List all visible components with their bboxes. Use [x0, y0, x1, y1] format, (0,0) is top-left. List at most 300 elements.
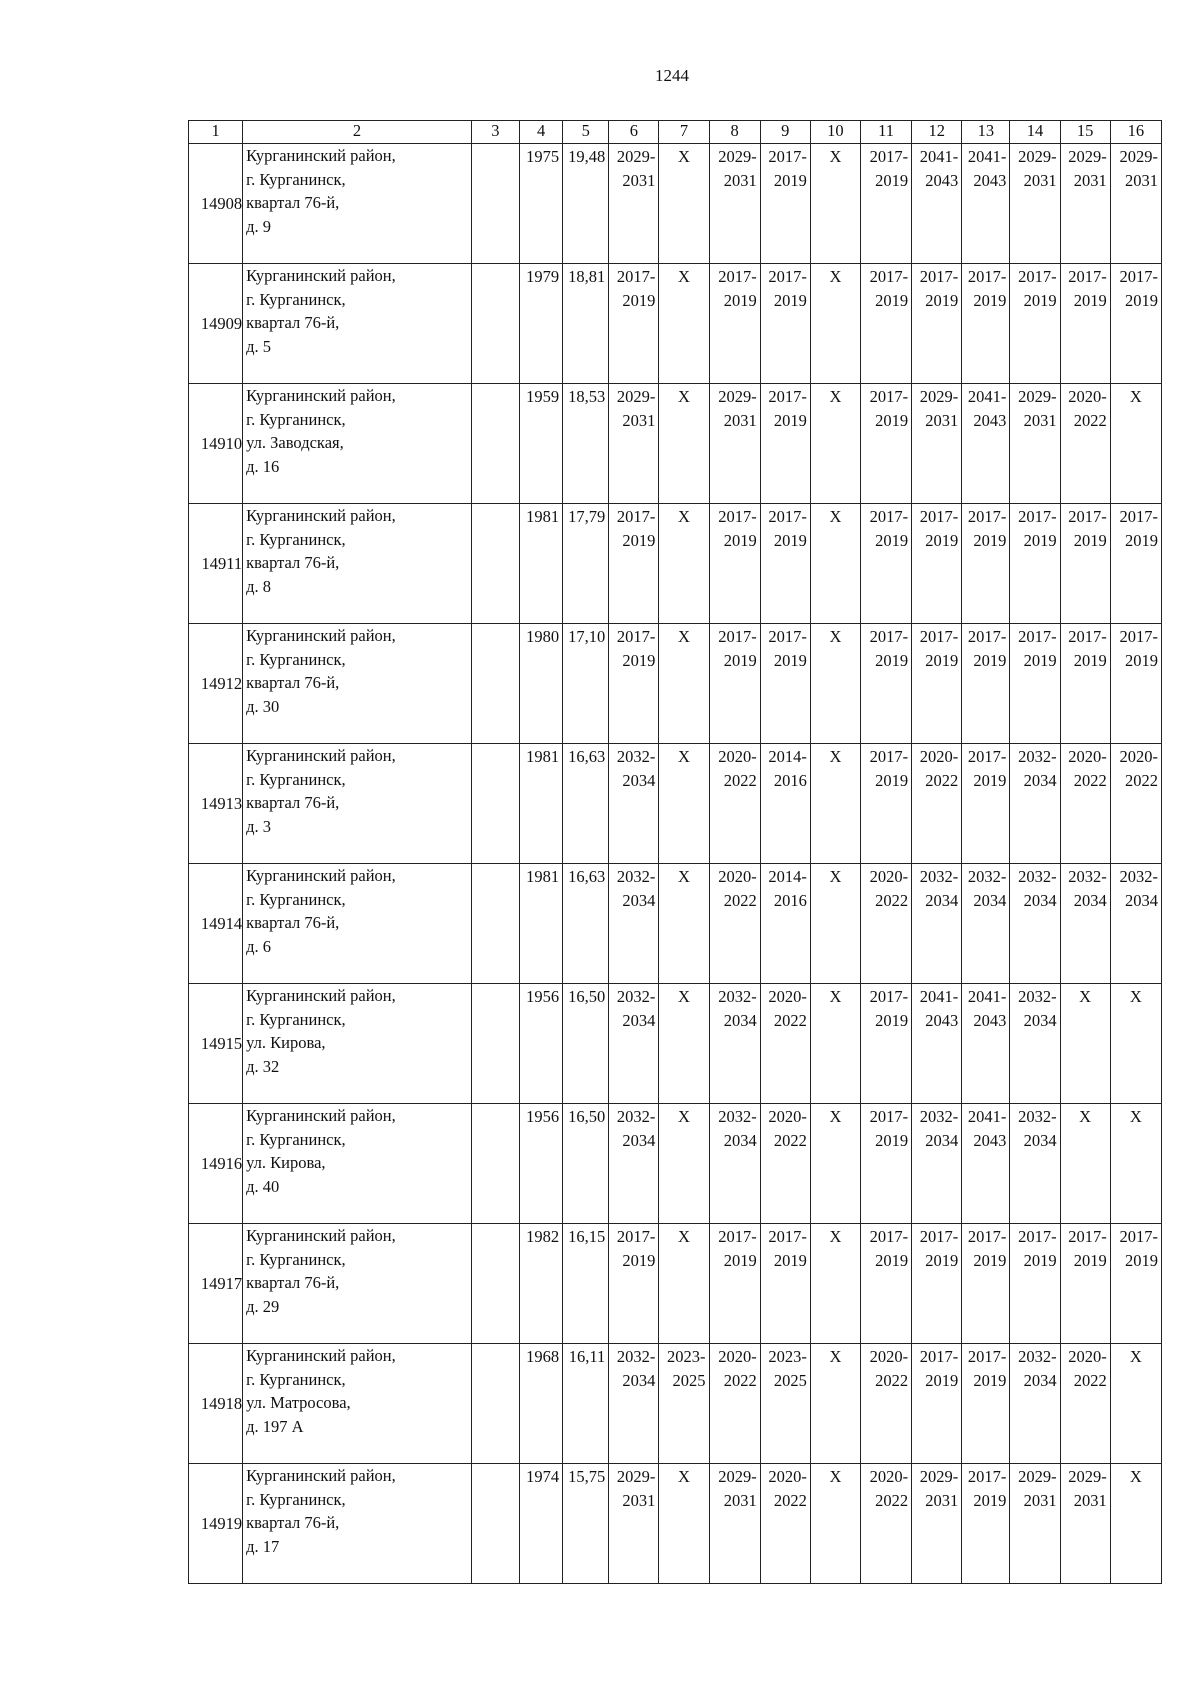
period-line: 2014-	[768, 747, 807, 766]
period-line: 2029-	[616, 387, 656, 406]
address-line: ул. Кирова,	[246, 1033, 326, 1052]
period-cell	[1060, 624, 1110, 744]
column-header: 12	[912, 121, 962, 144]
period-line: 2022	[723, 1370, 757, 1390]
column-header: 3	[471, 121, 519, 144]
address-cell	[243, 624, 472, 744]
period-cell	[1010, 1344, 1060, 1464]
period-line: 2017-	[919, 627, 959, 646]
period-cell	[760, 1464, 810, 1584]
address-cell	[243, 504, 472, 624]
period-cell	[609, 504, 659, 624]
period-cell	[912, 1224, 962, 1344]
period-cell	[1110, 624, 1161, 744]
table-row	[189, 1464, 1162, 1584]
period-line: 2017-	[1068, 507, 1107, 526]
not-applicable-cell: X	[810, 1224, 860, 1344]
address-line: Курганинский район,	[246, 626, 396, 645]
row-number: 14918	[189, 1344, 243, 1464]
period-line: 2029-	[1068, 147, 1107, 166]
period-line: 2031	[723, 410, 757, 430]
address-cell	[243, 144, 472, 264]
row-number: 14910	[189, 384, 243, 504]
period-line: 2020-	[1119, 747, 1158, 766]
period-line: 2017-	[768, 387, 807, 406]
period-cell	[962, 504, 1010, 624]
period-cell	[912, 864, 962, 984]
address-line: Курганинский район,	[246, 1106, 396, 1125]
address-line: квартал 76-й,	[246, 1273, 340, 1292]
period-cell	[962, 1104, 1010, 1224]
period-cell	[912, 1104, 962, 1224]
year-cell: 1975	[520, 144, 563, 264]
period-cell	[860, 1464, 911, 1584]
period-cell	[1110, 864, 1161, 984]
address-line: квартал 76-й,	[246, 193, 340, 212]
address-line: Курганинский район,	[246, 986, 396, 1005]
address-line: г. Курганинск,	[246, 1129, 346, 1149]
col3-cell	[471, 264, 519, 384]
address-line: д. 9	[246, 216, 272, 236]
address-line: д. 3	[246, 816, 272, 836]
period-line: 2019	[973, 1250, 1007, 1270]
period-line: 2019	[875, 1130, 909, 1150]
table-row	[189, 144, 1162, 264]
period-line: 2020-	[919, 747, 959, 766]
period-line: 2019	[622, 650, 656, 670]
period-cell	[659, 1344, 709, 1464]
not-applicable-cell: X	[1110, 984, 1161, 1104]
period-line: 2019	[723, 650, 757, 670]
period-cell	[860, 264, 911, 384]
period-line: 2043	[973, 1130, 1007, 1150]
period-line: 2022	[773, 1490, 807, 1510]
period-line: 2022	[773, 1130, 807, 1150]
period-cell	[860, 1344, 911, 1464]
address-line: д. 5	[246, 336, 272, 356]
period-line: 2017-	[869, 267, 909, 286]
not-applicable-cell: X	[659, 384, 709, 504]
column-header: 5	[563, 121, 609, 144]
period-line: 2017-	[1068, 1227, 1107, 1246]
period-line: 2032-	[1068, 867, 1107, 886]
period-cell	[1110, 744, 1161, 864]
period-cell	[1060, 384, 1110, 504]
year-cell: 1981	[520, 504, 563, 624]
table-row	[189, 864, 1162, 984]
period-line: 2019	[925, 650, 959, 670]
period-line: 2032-	[616, 1107, 656, 1126]
period-line: 2031	[723, 170, 757, 190]
area-cell: 17,79	[563, 504, 609, 624]
address-cell	[243, 984, 472, 1104]
period-line: 2019	[1023, 650, 1057, 670]
period-line: 2034	[1023, 1010, 1057, 1030]
period-line: 2034	[1023, 890, 1057, 910]
period-line: 2020-	[718, 867, 757, 886]
period-line: 2025	[672, 1370, 706, 1390]
not-applicable-cell: X	[659, 624, 709, 744]
period-line: 2017-	[1068, 267, 1107, 286]
period-cell	[860, 1224, 911, 1344]
not-applicable-cell: X	[1110, 1464, 1161, 1584]
col3-cell	[471, 384, 519, 504]
column-header: 1	[189, 121, 243, 144]
period-cell	[709, 1224, 760, 1344]
period-cell	[609, 864, 659, 984]
col3-cell	[471, 1464, 519, 1584]
period-cell	[912, 744, 962, 864]
not-applicable-cell: X	[1110, 1344, 1161, 1464]
period-line: 2034	[622, 1130, 656, 1150]
period-cell	[709, 864, 760, 984]
column-header: 7	[659, 121, 709, 144]
period-line: 2017-	[1068, 627, 1107, 646]
area-cell: 18,81	[563, 264, 609, 384]
period-cell	[962, 984, 1010, 1104]
period-cell	[860, 1104, 911, 1224]
area-cell: 16,50	[563, 1104, 609, 1224]
period-line: 2022	[1073, 410, 1107, 430]
address-line: ул. Матросова,	[246, 1393, 351, 1412]
period-cell	[609, 384, 659, 504]
period-line: 2025	[773, 1370, 807, 1390]
period-cell	[1010, 984, 1060, 1104]
area-cell: 16,15	[563, 1224, 609, 1344]
address-line: д. 40	[246, 1176, 280, 1196]
address-line: г. Курганинск,	[246, 1249, 346, 1269]
row-number: 14914	[189, 864, 243, 984]
period-line: 2020-	[1068, 387, 1107, 406]
period-line: 2016	[773, 890, 807, 910]
period-line: 2022	[723, 890, 757, 910]
period-line: 2017-	[869, 987, 909, 1006]
period-cell	[912, 984, 962, 1104]
row-number: 14915	[189, 984, 243, 1104]
period-line: 2032-	[616, 867, 656, 886]
period-cell	[709, 1344, 760, 1464]
col3-cell	[471, 1104, 519, 1224]
period-cell	[1010, 624, 1060, 744]
col3-cell	[471, 504, 519, 624]
period-line: 2029-	[718, 1467, 757, 1486]
period-line: 2017-	[919, 507, 959, 526]
period-line: 2034	[622, 1370, 656, 1390]
period-line: 2017-	[967, 267, 1007, 286]
period-line: 2020-	[869, 1467, 909, 1486]
period-line: 2017-	[718, 507, 757, 526]
column-header: 13	[962, 121, 1010, 144]
period-line: 2029-	[718, 147, 757, 166]
period-line: 2017-	[768, 1227, 807, 1246]
period-line: 2017-	[1119, 1227, 1158, 1246]
period-cell	[860, 384, 911, 504]
period-cell	[760, 624, 810, 744]
address-line: Курганинский район,	[246, 1226, 396, 1245]
period-line: 2022	[875, 1370, 909, 1390]
period-line: 2032-	[919, 1107, 959, 1126]
year-cell: 1968	[520, 1344, 563, 1464]
address-line: г. Курганинск,	[246, 1489, 346, 1509]
period-line: 2017-	[718, 267, 757, 286]
year-cell: 1956	[520, 984, 563, 1104]
not-applicable-cell: X	[659, 744, 709, 864]
period-cell	[962, 1464, 1010, 1584]
period-cell	[1010, 144, 1060, 264]
period-line: 2022	[1073, 1370, 1107, 1390]
not-applicable-cell: X	[810, 144, 860, 264]
period-cell	[860, 744, 911, 864]
not-applicable-cell: X	[1060, 1104, 1110, 1224]
period-line: 2019	[925, 290, 959, 310]
year-cell: 1981	[520, 864, 563, 984]
row-number: 14909	[189, 264, 243, 384]
period-cell	[709, 504, 760, 624]
period-line: 2034	[622, 770, 656, 790]
period-line: 2019	[973, 1370, 1007, 1390]
period-cell	[609, 264, 659, 384]
period-line: 2034	[723, 1130, 757, 1150]
period-line: 2029-	[919, 387, 959, 406]
period-line: 2017-	[919, 267, 959, 286]
period-cell	[860, 504, 911, 624]
period-cell	[962, 744, 1010, 864]
period-cell	[1060, 864, 1110, 984]
period-line: 2019	[1125, 530, 1158, 550]
period-cell	[1010, 1104, 1060, 1224]
row-number: 14919	[189, 1464, 243, 1584]
period-line: 2019	[1023, 290, 1057, 310]
column-header: 15	[1060, 121, 1110, 144]
period-cell	[962, 864, 1010, 984]
address-line: г. Курганинск,	[246, 649, 346, 669]
period-line: 2022	[1125, 770, 1158, 790]
address-line: квартал 76-й,	[246, 313, 340, 332]
address-line: д. 29	[246, 1296, 280, 1316]
area-cell: 17,10	[563, 624, 609, 744]
period-line: 2019	[723, 1250, 757, 1270]
period-cell	[1010, 864, 1060, 984]
period-cell	[1010, 384, 1060, 504]
address-line: квартал 76-й,	[246, 673, 340, 692]
area-cell: 19,48	[563, 144, 609, 264]
period-line: 2017-	[967, 507, 1007, 526]
period-line: 2034	[622, 890, 656, 910]
period-line: 2034	[1073, 890, 1107, 910]
period-line: 2023-	[667, 1347, 706, 1366]
not-applicable-cell: X	[659, 864, 709, 984]
period-cell	[709, 1464, 760, 1584]
period-cell	[962, 1224, 1010, 1344]
period-cell	[709, 144, 760, 264]
table-row	[189, 624, 1162, 744]
period-line: 2034	[1023, 770, 1057, 790]
period-line: 2019	[622, 530, 656, 550]
period-cell	[760, 264, 810, 384]
column-header: 16	[1110, 121, 1161, 144]
period-cell	[912, 264, 962, 384]
not-applicable-cell: X	[810, 864, 860, 984]
period-line: 2020-	[768, 1107, 807, 1126]
period-line: 2031	[1023, 410, 1057, 430]
period-cell	[860, 144, 911, 264]
period-line: 2019	[1073, 650, 1107, 670]
period-line: 2041-	[919, 987, 959, 1006]
period-line: 2020-	[869, 1347, 909, 1366]
housing-register-table	[188, 120, 1162, 1584]
period-cell	[609, 984, 659, 1104]
address-line: Курганинский район,	[246, 866, 396, 885]
period-line: 2019	[773, 530, 807, 550]
period-line: 2019	[1023, 1250, 1057, 1270]
period-line: 2032-	[1018, 1347, 1057, 1366]
address-line: Курганинский район,	[246, 386, 396, 405]
period-cell	[860, 864, 911, 984]
period-line: 2017-	[869, 1107, 909, 1126]
period-line: 2020-	[718, 747, 757, 766]
address-line: д. 16	[246, 456, 280, 476]
period-line: 2017-	[967, 1467, 1007, 1486]
period-cell	[709, 264, 760, 384]
table-row	[189, 1104, 1162, 1224]
not-applicable-cell: X	[659, 1224, 709, 1344]
period-line: 2017-	[967, 627, 1007, 646]
column-header: 8	[709, 121, 760, 144]
table-row	[189, 984, 1162, 1104]
period-line: 2031	[1023, 170, 1057, 190]
row-number: 14911	[189, 504, 243, 624]
period-line: 2017-	[1018, 1227, 1057, 1246]
not-applicable-cell: X	[659, 144, 709, 264]
period-line: 2022	[773, 1010, 807, 1030]
row-number: 14913	[189, 744, 243, 864]
address-line: квартал 76-й,	[246, 793, 340, 812]
period-line: 2043	[925, 1010, 959, 1030]
period-cell	[760, 1104, 810, 1224]
period-line: 2022	[1073, 770, 1107, 790]
period-line: 2029-	[1018, 1467, 1057, 1486]
period-line: 2019	[773, 1250, 807, 1270]
period-cell	[962, 264, 1010, 384]
period-cell	[760, 864, 810, 984]
period-line: 2017-	[768, 627, 807, 646]
table-row	[189, 504, 1162, 624]
period-line: 2029-	[616, 1467, 656, 1486]
not-applicable-cell: X	[1110, 1104, 1161, 1224]
address-line: квартал 76-й,	[246, 913, 340, 932]
address-cell	[243, 1104, 472, 1224]
period-line: 2023-	[768, 1347, 807, 1366]
row-number: 14916	[189, 1104, 243, 1224]
area-cell: 16,63	[563, 744, 609, 864]
period-line: 2019	[925, 1250, 959, 1270]
period-cell	[1010, 1464, 1060, 1584]
period-line: 2034	[973, 890, 1007, 910]
col3-cell	[471, 744, 519, 864]
period-line: 2017-	[768, 147, 807, 166]
address-line: г. Курганинск,	[246, 409, 346, 429]
not-applicable-cell: X	[810, 1344, 860, 1464]
col3-cell	[471, 864, 519, 984]
period-cell	[1060, 744, 1110, 864]
period-line: 2017-	[869, 147, 909, 166]
period-cell	[860, 624, 911, 744]
period-line: 2031	[1073, 1490, 1107, 1510]
address-line: квартал 76-й,	[246, 553, 340, 572]
period-line: 2019	[973, 530, 1007, 550]
period-line: 2017-	[919, 1347, 959, 1366]
period-cell	[760, 504, 810, 624]
address-line: г. Курганинск,	[246, 529, 346, 549]
period-line: 2029-	[1018, 387, 1057, 406]
period-line: 2032-	[616, 1347, 656, 1366]
table-row	[189, 744, 1162, 864]
year-cell: 1956	[520, 1104, 563, 1224]
period-line: 2017-	[1119, 627, 1158, 646]
period-line: 2034	[723, 1010, 757, 1030]
period-cell	[1060, 1464, 1110, 1584]
period-line: 2029-	[1018, 147, 1057, 166]
row-number: 14917	[189, 1224, 243, 1344]
address-line: г. Курганинск,	[246, 889, 346, 909]
period-cell	[1010, 744, 1060, 864]
address-line: Курганинский район,	[246, 266, 396, 285]
period-line: 2020-	[718, 1347, 757, 1366]
col3-cell	[471, 1344, 519, 1464]
period-line: 2019	[1073, 530, 1107, 550]
period-cell	[760, 984, 810, 1104]
period-line: 2019	[973, 650, 1007, 670]
period-line: 2022	[875, 1490, 909, 1510]
address-line: Курганинский район,	[246, 746, 396, 765]
address-line: Курганинский район,	[246, 1466, 396, 1485]
period-cell	[860, 984, 911, 1104]
column-header: 10	[810, 121, 860, 144]
period-line: 2017-	[1018, 267, 1057, 286]
year-cell: 1980	[520, 624, 563, 744]
not-applicable-cell: X	[810, 264, 860, 384]
period-line: 2017-	[869, 627, 909, 646]
period-line: 2029-	[1068, 1467, 1107, 1486]
period-line: 2017-	[1119, 507, 1158, 526]
period-line: 2019	[925, 1370, 959, 1390]
column-header: 2	[243, 121, 472, 144]
not-applicable-cell: X	[810, 1464, 860, 1584]
period-line: 2019	[622, 1250, 656, 1270]
period-line: 2043	[925, 170, 959, 190]
period-cell	[1060, 1224, 1110, 1344]
period-line: 2019	[875, 170, 909, 190]
address-line: д. 6	[246, 936, 272, 956]
period-line: 2019	[875, 770, 909, 790]
period-line: 2019	[773, 650, 807, 670]
period-line: 2017-	[768, 267, 807, 286]
period-cell	[709, 624, 760, 744]
period-line: 2022	[925, 770, 959, 790]
address-cell	[243, 1224, 472, 1344]
address-line: г. Курганинск,	[246, 289, 346, 309]
table-row	[189, 264, 1162, 384]
period-cell	[609, 144, 659, 264]
period-line: 2031	[723, 1490, 757, 1510]
period-line: 2032-	[718, 987, 757, 1006]
col3-cell	[471, 1224, 519, 1344]
period-line: 2032-	[616, 747, 656, 766]
period-cell	[609, 744, 659, 864]
address-line: д. 30	[246, 696, 280, 716]
period-line: 2019	[875, 290, 909, 310]
period-cell	[1110, 1224, 1161, 1344]
